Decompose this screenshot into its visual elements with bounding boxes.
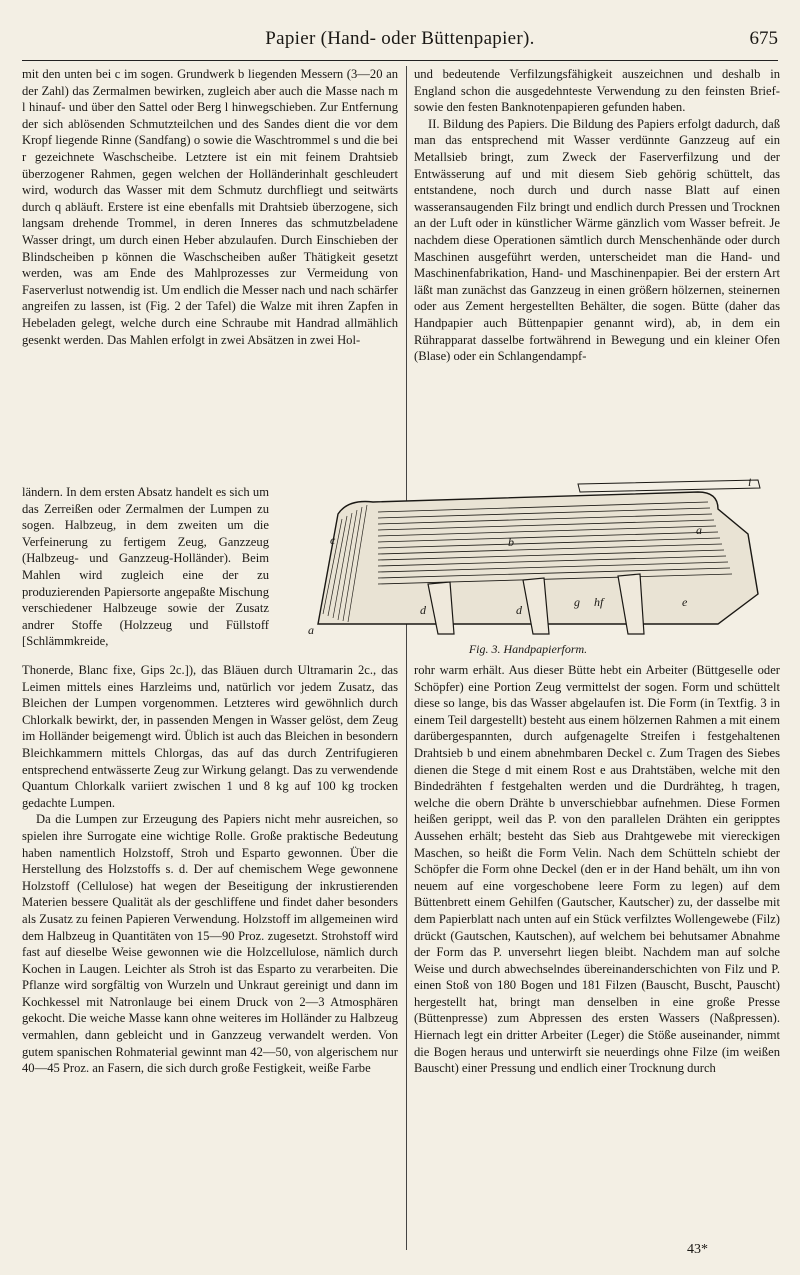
paragraph: ländern. In dem ersten Absatz handelt es sich um das Zerreißen oder Zermalmen der Lumpen zu sogen. Halbzeug, in dem zweiten um die Verfeinerung zu fertigem Zeug, Ganzzeug (Halbzeug- und Ganzzeug-Holländer). Beim Mahlen wird zugleich eine der zu produzierenden Papiersorte angepaßte Mischung verschiedener Halbzeuge sowie der Zusatz andrer Stoffe (Holzzeug und Füllstoff [Schlämmkreide, [22, 485, 269, 649]
left-column-bottom [22, 662, 398, 1248]
figure-label: d [516, 603, 522, 617]
figure-label: c [330, 533, 336, 547]
figure-label: e [682, 595, 688, 609]
section-paragraph: II. Bildung des Papiers. Die Bildung des Papiers erfolgt dadurch, daß man das entsprechend mit Wasser verdünnte Ganzzeug auf ein Metallsieb bringt, zum Zweck der Faserverfilzung und der Entwässerung auf und mit diesem Sieb gehörig schüttelt, das entstandene, noch durch und durch nasse Blatt auf einen wasseransaugenden Filz bringt und endlich durch Pressen und Trocknen an der Luft oder in künstlicher Wärme gänzlich vom Wasser befreit. Je nachdem diese Operationen sämtlich durch Menschenhände oder durch Maschinen ausgeführt werden, unterscheidet man die Hand- und Maschinenfabrikation, Hand- und Maschinenpapier. Bei der erstern Art läßt man zunächst das Ganzzeug in einen größern hölzernen, steinernen oder aus Zement hergestellten Behälter, die sogen. Bütte (daher das Handpapier auch Büttenpapier genannt wird), ab, in dem ein Rührapparat dasselbe fortwährend in Bewegung und ein kleiner Ofen (Blase) oder ein Schlangendampf- [414, 116, 780, 364]
paragraph: mit den unten bei c im sogen. Grundwerk b liegenden Messern (3—20 an der Zahl) das Zermalmen bewirken, zugleich aber auch die Masse nach m l hinauf- und über den Sattel oder Berg l hinwegschieben. Zur Entfernung der sich ablösenden Schmutzteilchen und des Sandes dient die vor dem Kropf liegende Rinne (Sandfang) o sowie die Waschtrommel s und die bei r gezeichnete Waschscheibe. Letztere ist ein mit feinem Drahtsieb überzogener Rahmen, gegen welchen der Holländerinhalt geschleudert wird, wodurch das Wasser mit dem Schmutz durchfliegt und seitwärts durch q abläuft. Erstere ist eine ebenfalls mit Drahtsieb überzogene, sich langsam drehende Trommel, in deren Inneres das schmutzbeladene Wasser dringt, um durch einen Heber abzulaufen. Durch Einschieben der Blindscheiben p können die Waschscheiben außer Thätigkeit gesetzt werden, was am Ende des Mahlprozesses zur Vermeidung von Faserverlust notwendig ist. Um endlich die Messer nach und nach schärfer angreifen zu lassen, ist (Fig. 2 der Tafel) die Walze mit ihren Zapfen in Hebeladen gelegt, welche durch eine Schraube mit Handrad allmählich gesenkt werden. Das Mahlen erfolgt in zwei Absätzen in zwei Hol- [22, 67, 398, 347]
left-column-top [22, 66, 398, 484]
page-number: 675 [749, 28, 778, 49]
paragraph: Thonerde, Blanc fixe, Gips 2c.]), das Bläuen durch Ultramarin 2c., das Leimen mittels eines Harzleims und, natürlich vor jedem Zusatz, das Bleichen der Lumpen vorgenommen. Letzteres wird gewöhnlich durch Chlorkalk bewirkt, der, in passenden Mengen in Wasser gelöst, dem Zeug im Holländer beigemengt wird. Üblich ist auch das Bleichen in besondern Bleichkammern mittels Chlorgas, das auf das durch Zentrifugieren entsprechend entwässerte Zeug zur Wirkung gelangt. Das zu verwendende Quantum Chlorkalk variiert zwischen 1 und 8 kg auf 100 kg trocken gedachte Lumpen. [22, 663, 398, 810]
figure-caption: Fig. 3. Handpapierform. [468, 642, 588, 656]
figure-label: a [308, 623, 314, 637]
mould-illustration [278, 474, 778, 642]
figure-label: i [748, 475, 752, 489]
page-header [22, 28, 778, 58]
paragraph: rohr warm erhält. Aus dieser Bütte hebt ein Arbeiter (Büttgeselle oder Schöpfer) eine Portion Zeug vermittelst der sogen. Form und schüttelt diese so lange, bis das Wasser abgelaufen ist. Die Form (in Textfig. 3 in einem Teil dargestellt) besteht aus einem hölzernen Rahmen a mit einem darübergespannten, durch aufgenagelte Streifen i festgehaltenen Drahtsieb b und einem abnehmbaren Deckel c. Zum Tragen des Siebes dienen die Stege d mit einem Rost e aus Drahtstäben, welche mit den Bindedrähten f festgehalten werden und die Durdrähteg, h tragen, welche die obern Drähte b unverschiebbar aufnehmen. Diese Formen heißen gerippt, weil das P. von den parallelen Drähten ein geripptes Aussehen erhält; besteht das Sieb aus Drahtgewebe mit viereckigen Maschen, so heißt die Form Velin. Nach dem Schütteln schiebt der Schöpfer die Form ohne Deckel (den er in der Hand behält, um ihn von neuem auf eine vorgeschobene leere Form zu legen) auf dem Büttenbrett einem Gehilfen (Gautscher, Kautscher) zu, der dasselbe mit dem Papierblatt nach unten auf ein Stück verfilztes Wollengewebe (Filz) drückt (Gautschen, Kautschen), auf welchem bei behutsamer Abnahme der Form das P. unversehrt liegen bleibt. Nachdem man auf solche Weise und durch abwechselndes übereinanderschichten von Filz und P. einen Stoß von 180 Bogen und 181 Filzen (Bauscht, Buscht, Pauscht) hergestellt hat, bringt man denselben in eine große Presse (Büttenpresse) zum Abpressen des ersten Wassers (Naßpressen). Hiernach legt ein dritter Arbeiter (Leger) die Stöße auseinander, nimmt die Bogen heraus und unterwirft sie neuerdings ohne Filze (im weißen Bauscht) einer Pressung und endlich einer Trocknung durch [414, 663, 780, 1076]
right-column-bottom [414, 662, 780, 1228]
paragraph: und bedeutende Verfilzungsfähigkeit auszeichnen und deshalb in England schon die ausgedehnteste Verwendung zu den feinsten Brief- sowie den festen Banknotenpapieren gefunden haben. [414, 67, 780, 115]
figure-label: a [696, 523, 702, 537]
left-column-beside-figure [22, 484, 269, 662]
right-column-top [414, 66, 780, 466]
paragraph: Da die Lumpen zur Erzeugung des Papiers nicht mehr ausreichen, so spielen ihre Surrogate eine wichtige Rolle. Große praktische Bedeutung haben namentlich Holzstoff, Stroh und Esparto gewonnen. Über die Herstellung des Holzstoffs s. d. Der auf chemischem Wege gewonnene Holzstoff (Cellulose) hat wegen der Beseitigung der inkrustierenden Materien bessere Qualität als der geschliffene und findet daher besonders als Zusatz zu feinen Papieren Verwendung. Holzstoff im allgemeinen wird dem Halbzeug in Quantitäten von 15—90 Proz. zugesetzt. Strohstoff wird fast auf dieselbe Weise gewonnen wie die Holzcellulose, nämlich durch Kochen in Laugen. Leichter als Stroh ist das Esparto zu verarbeiten. Die Pflanze wird sorgfältig von Wurzeln und Unkraut gereinigt und dann im Kochkessel mit Natronlauge bei einem Druck von 2—3 Atmosphären gekocht. Die weiche Masse kann ohne weiteres im Holländer zu Halbzeug vermahlen, dann gebleicht und in Ganzzeug verwandelt werden. Von gutem spanischen Rohmaterial gewinnt man 42—50, von algerischem nur 40—45 Proz. an Fasern, die sich durch große Festigkeit, weiße Farbe [22, 812, 398, 1076]
signature-mark: 43* [687, 1242, 708, 1257]
figure-label: g [574, 595, 580, 609]
figure-label: h [594, 595, 600, 609]
header-rule [22, 60, 778, 61]
figure-hand-paper-mould [278, 474, 778, 660]
page-title: Papier (Hand- oder Büttenpapier). [265, 28, 535, 49]
figure-label: b [508, 535, 514, 549]
figure-label: f [600, 595, 604, 609]
figure-label: d [420, 603, 426, 617]
